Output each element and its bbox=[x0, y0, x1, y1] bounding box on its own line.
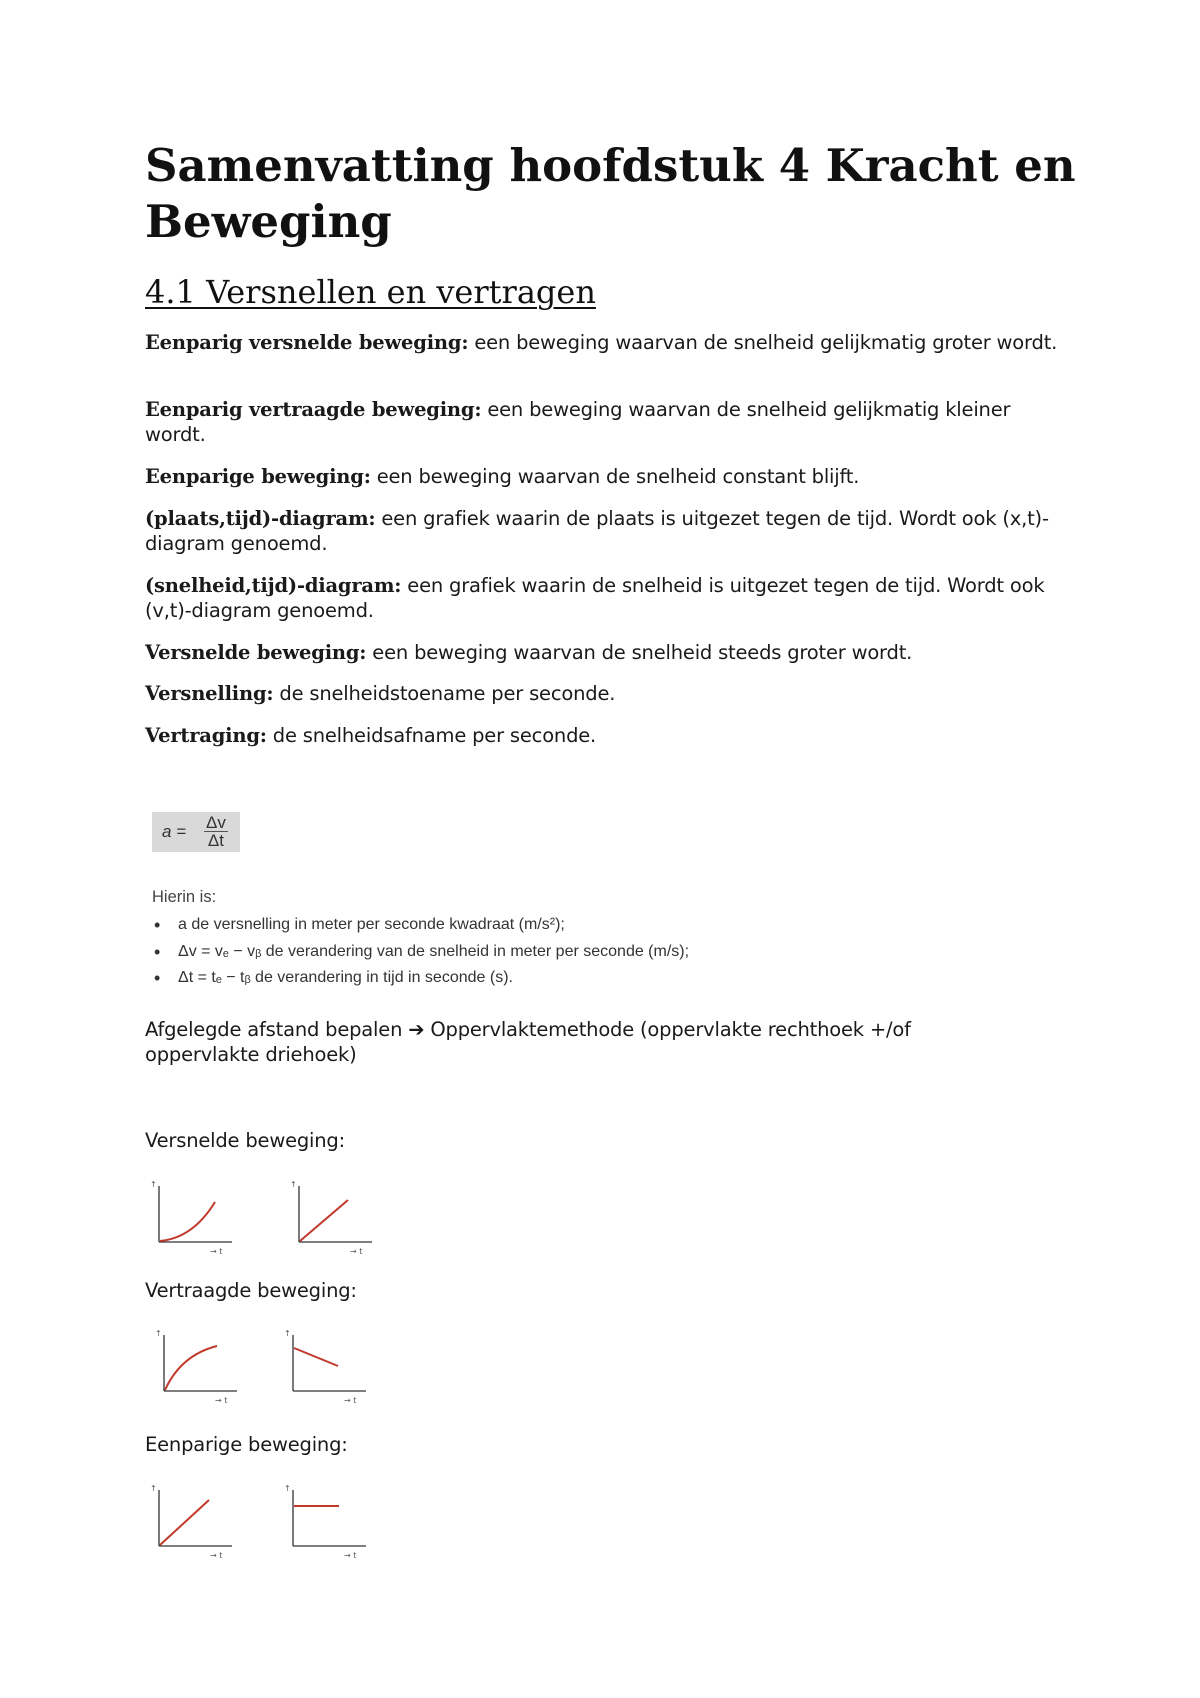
y-axis-label: ↑ bbox=[290, 1180, 297, 1189]
definition-term: Versnelde beweging: bbox=[145, 641, 367, 664]
formula-numerator: Δv bbox=[206, 813, 226, 832]
definition-term: Eenparig vertraagde beweging: bbox=[145, 398, 482, 421]
definition bbox=[145, 330, 1065, 355]
curve bbox=[160, 1500, 209, 1545]
y-axis-label: ↑ bbox=[284, 1484, 291, 1493]
y-axis-label: ↑ bbox=[150, 1484, 157, 1493]
distance-note: Afgelegde afstand bepalen ➔ Oppervlaktemethode (oppervlakte rechthoek +/of oppervlakte driehoek) bbox=[145, 1018, 911, 1066]
motion-label: Vertraagde beweging: bbox=[145, 1279, 357, 1302]
definition-term: Eenparig versnelde beweging: bbox=[145, 331, 469, 354]
definition-term: Eenparige beweging: bbox=[145, 465, 371, 488]
list-item: • Δt = tₑ − tᵦ de verandering in tijd in seconde (s). bbox=[152, 967, 689, 994]
curve bbox=[165, 1346, 217, 1390]
definition-text: een beweging waarvan de snelheid constant blijft. bbox=[370, 465, 860, 488]
definition bbox=[145, 464, 1065, 489]
formula-notes-list bbox=[152, 914, 689, 994]
section-heading: 4.1 Versnellen en vertragen bbox=[145, 273, 596, 311]
formula-notes-intro: Hierin is: bbox=[152, 888, 217, 906]
definition-term: (plaats,tijd)-diagram: bbox=[145, 507, 376, 530]
definition bbox=[145, 640, 1065, 665]
definition bbox=[145, 397, 1065, 447]
definition-text: een grafiek waarin de snelheid is uitgezet tegen de tijd. Wordt ook (v,t)-diagram genoemd. bbox=[145, 574, 1045, 622]
formula-denominator: Δt bbox=[207, 831, 224, 850]
y-axis-label: ↑ bbox=[150, 1180, 157, 1189]
definition bbox=[145, 573, 1065, 623]
xt-graph-uniform bbox=[148, 1482, 238, 1560]
definition-text: een beweging waarvan de snelheid gelijkmatig kleiner wordt. bbox=[145, 398, 1011, 446]
definition bbox=[145, 681, 1065, 706]
curve bbox=[300, 1200, 348, 1241]
list-item: • Δv = vₑ − vᵦ de verandering van de snelheid in meter per seconde (m/s); bbox=[152, 941, 689, 968]
definition-text: een grafiek waarin de plaats is uitgezet tegen de tijd. Wordt ook (x,t)-diagram genoemd. bbox=[145, 507, 1049, 555]
vt-graph-uniform bbox=[282, 1482, 372, 1560]
definition bbox=[145, 723, 1065, 748]
definition bbox=[145, 506, 1065, 556]
curve bbox=[160, 1202, 215, 1241]
x-axis-label: → t bbox=[210, 1551, 223, 1560]
vt-graph-accelerating bbox=[288, 1178, 378, 1256]
vt-graph-decelerating bbox=[282, 1327, 372, 1405]
document-title: Samenvatting hoofdstuk 4 Kracht en Beweging bbox=[145, 139, 1076, 248]
formula-lhs: a = bbox=[162, 822, 187, 841]
y-axis-label: ↑ bbox=[284, 1329, 291, 1338]
definition-text: de snelheidsafname per seconde. bbox=[266, 724, 597, 747]
curve bbox=[294, 1348, 338, 1366]
x-axis-label: → t bbox=[210, 1247, 223, 1256]
motion-label: Versnelde beweging: bbox=[145, 1129, 345, 1152]
definition-term: (snelheid,tijd)-diagram: bbox=[145, 574, 402, 597]
x-axis-label: → t bbox=[350, 1247, 363, 1256]
formula-fraction bbox=[204, 814, 228, 849]
xt-graph-decelerating bbox=[153, 1327, 243, 1405]
y-axis-label: ↑ bbox=[155, 1329, 162, 1338]
x-axis-label: → t bbox=[344, 1396, 357, 1405]
motion-label: Eenparige beweging: bbox=[145, 1433, 348, 1456]
x-axis-label: → t bbox=[215, 1396, 228, 1405]
definition-term: Vertraging: bbox=[145, 724, 267, 747]
definition-text: de snelheidstoename per seconde. bbox=[273, 682, 616, 705]
acceleration-formula bbox=[152, 812, 240, 852]
xt-graph-accelerating bbox=[148, 1178, 238, 1256]
definition-text: een beweging waarvan de snelheid gelijkmatig groter wordt. bbox=[468, 331, 1058, 354]
x-axis-label: → t bbox=[344, 1551, 357, 1560]
definition-term: Versnelling: bbox=[145, 682, 274, 705]
list-item: • a de versnelling in meter per seconde kwadraat (m/s²); bbox=[152, 914, 689, 941]
definition-text: een beweging waarvan de snelheid steeds groter wordt. bbox=[366, 641, 913, 664]
